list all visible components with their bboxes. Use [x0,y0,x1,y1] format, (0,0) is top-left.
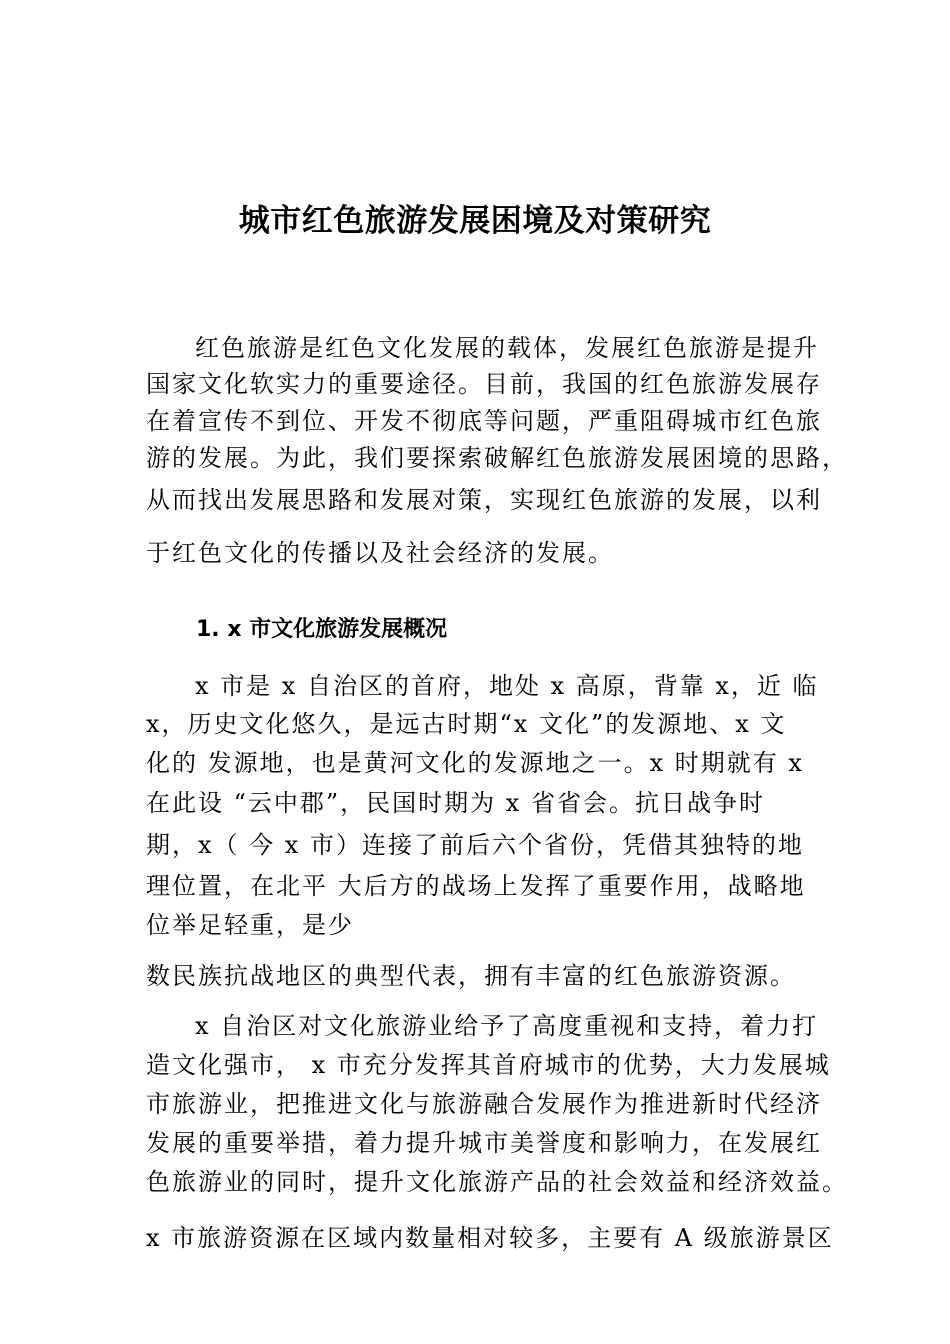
document-title: 城市红色旅游发展困境及对策研究 [238,203,712,239]
intro-line: 红色旅游是红色文化发展的载体，发展红色旅游是提升 [195,334,819,362]
intro-line: 于红色文化的传播以及社会经济的发展。 [146,539,614,567]
body-line: 色旅游业的同时，提升文化旅游产品的社会效益和经济效益。 [146,1168,848,1196]
body-line: 造文化强市， x 市充分发挥其首府城市的优势，大力发展城 [146,1051,831,1079]
body-line: x，历史文化悠久，是远古时期“x 文化”的发源地、x 文 [146,710,787,738]
body-line: 化的 发源地，也是黄河文化的发源地之一。x 时期就有 x [146,749,804,777]
section-heading: 1. x 市文化旅游发展概况 [196,617,448,642]
body-line: 在此设 “云中郡”，民国时期为 x 省省会。抗日战争时 [146,789,765,817]
body-line: x 市是 x 自治区的首府，地处 x 高原，背靠 x，近 临 [195,672,819,700]
intro-line: 游的发展。为此，我们要探索破解红色旅游发展困境的思路， [146,444,848,472]
body-line: 理位置，在北平 大后方的战场上发挥了重要作用，战略地 [146,872,806,900]
body-line: x 自治区对文化旅游业给予了高度重视和支持，着力打 [195,1012,819,1040]
intro-line: 国家文化软实力的重要途径。目前，我国的红色旅游发展存 [146,370,822,398]
body-line: x 市旅游资源在区域内数量相对较多，主要有 A 级旅游景区 [146,1224,834,1252]
body-line: 期，x（ 今 x 市）连接了前后六个省份，凭借其独特的地 [146,831,804,859]
intro-line: 在着宣传不到位、开发不彻底等问题，严重阻碍城市红色旅 [146,407,822,435]
body-line: 市旅游业，把推进文化与旅游融合发展作为推进新时代经济 [146,1090,822,1118]
body-line: 发展的重要举措，着力提升城市美誉度和影响力，在发展红 [146,1129,822,1157]
body-line: 位举足轻重，是少 [146,911,354,939]
body-line: 数民族抗战地区的典型代表，拥有丰富的红色旅游资源。 [146,962,796,990]
intro-line: 从而找出发展思路和发展对策，实现红色旅游的发展，以利 [146,486,822,514]
